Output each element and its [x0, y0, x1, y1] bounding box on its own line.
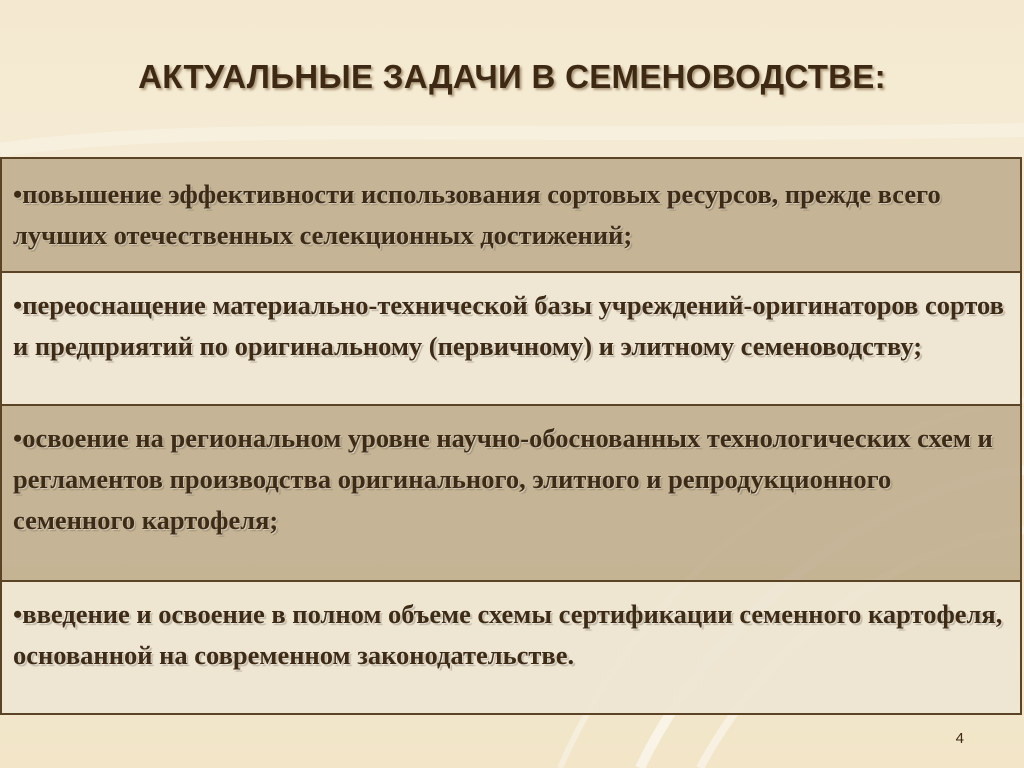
task-item-2: •переоснащение материально-технической базы учреждений-оригинаторов сортов и предприятий по оригинальному (первичному) и элитному семеноводству;	[2, 273, 1020, 406]
task-table	[0, 157, 1022, 715]
page-number: 4	[955, 730, 964, 747]
task-item-1: •повышение эффективности использования сортовых ресурсов, прежде всего лучших отечественных селекционных достижений;	[2, 159, 1020, 273]
task-item-3: •освоение на региональном уровне научно-обоснованных технологических схем и регламентов производства оригинального, элитного и репродукционного семенного картофеля;	[2, 406, 1020, 582]
slide-title: АКТУАЛЬНЫЕ ЗАДАЧИ В СЕМЕНОВОДСТВЕ:	[138, 58, 886, 95]
task-item-4: •введение и освоение в полном объеме схемы сертификации семенного картофеля, основанной на современном законодательстве.	[2, 582, 1020, 715]
